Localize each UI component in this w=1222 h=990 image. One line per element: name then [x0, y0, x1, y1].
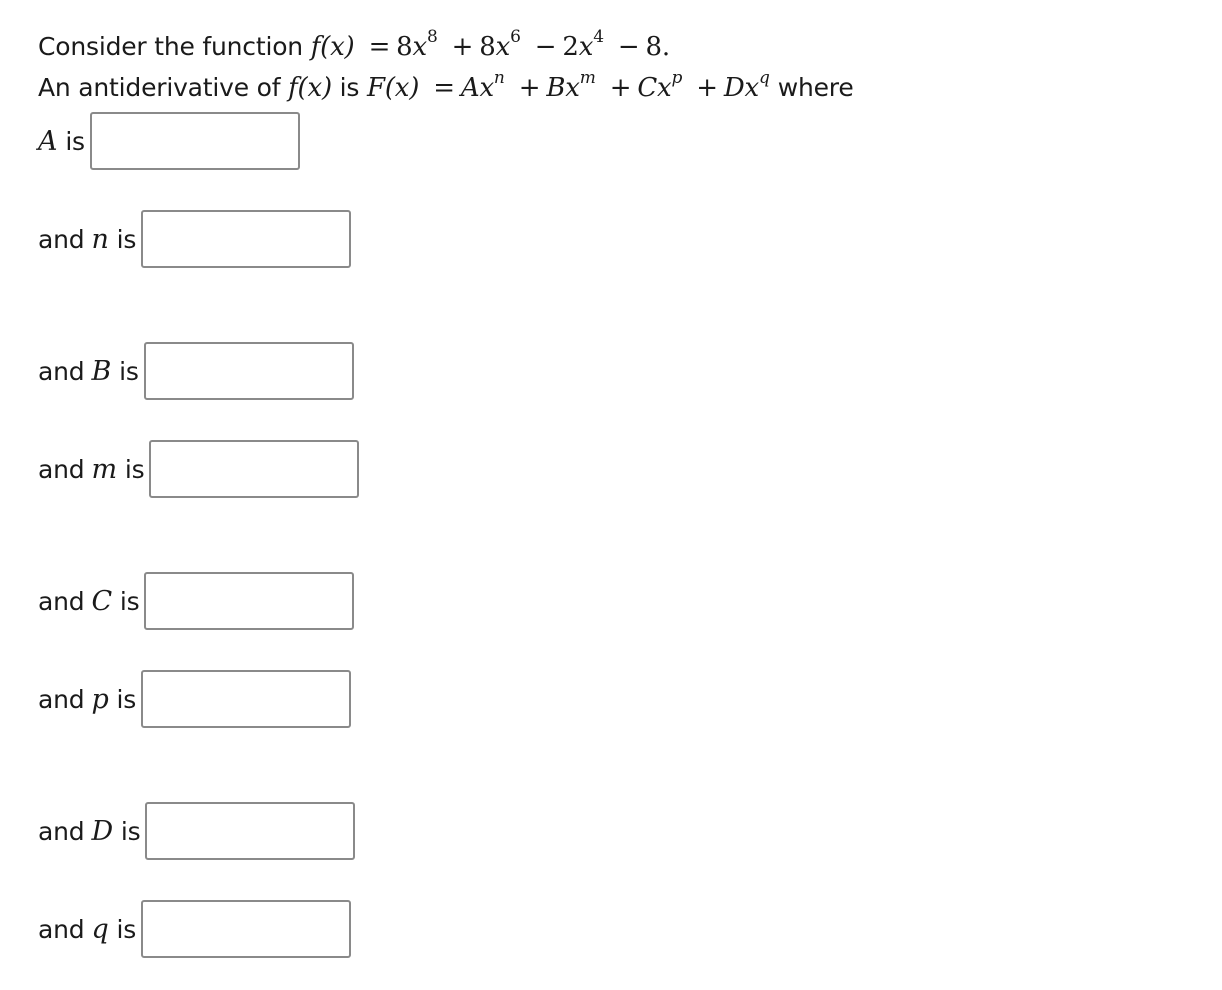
answer-input-C[interactable] — [144, 572, 354, 630]
F-label: F(x) — [366, 73, 420, 103]
term-op: + — [609, 73, 632, 103]
and-label: and — [38, 454, 85, 484]
term-var: x — [578, 32, 594, 62]
term-exp: 6 — [510, 27, 521, 47]
and-label: and — [38, 684, 85, 714]
variable-label: p — [91, 683, 109, 715]
term-op: + — [518, 73, 541, 103]
term-op: − — [617, 32, 640, 62]
term-var: x — [565, 73, 580, 103]
answer-input-q[interactable] — [141, 900, 351, 958]
term-var: x — [657, 73, 672, 103]
and-label: and — [38, 356, 85, 386]
variable-label: C — [91, 585, 112, 617]
variable-label: q — [91, 913, 109, 945]
answer-row-D — [38, 802, 355, 860]
term-coef: B — [546, 73, 566, 103]
question-prefix: Consider the function — [38, 32, 303, 61]
question-line-2 — [38, 68, 854, 105]
where-word: where — [777, 73, 854, 102]
is-label: is — [124, 454, 145, 484]
term-coef: 2 — [562, 32, 579, 62]
answer-row-n — [38, 210, 351, 268]
term-var: x — [412, 32, 427, 62]
answer-row-q — [38, 900, 351, 958]
variable-label: m — [91, 453, 117, 485]
and-label: and — [38, 914, 85, 944]
term-exp: n — [493, 68, 505, 88]
term-var: x — [744, 73, 759, 103]
answer-input-D[interactable] — [145, 802, 355, 860]
variable-label: n — [91, 223, 109, 255]
antiderivative-prefix: An antiderivative of — [38, 73, 281, 102]
is-label: is — [65, 126, 85, 156]
term-coef: 8 — [479, 32, 496, 62]
term-op: + — [696, 73, 718, 103]
term-coef: 8 — [396, 32, 413, 62]
is-label: is — [119, 586, 140, 616]
term-exp: 8 — [426, 27, 438, 47]
is-word: is — [339, 73, 360, 102]
term-coef: A — [460, 73, 480, 103]
answer-input-B[interactable] — [144, 342, 354, 400]
answer-row-B — [38, 342, 354, 400]
term-var: x — [495, 32, 511, 62]
f-label-2: f(x) — [288, 73, 332, 103]
variable-label: D — [91, 815, 113, 847]
answer-row-p — [38, 670, 351, 728]
term-coef: D — [723, 73, 745, 103]
answer-input-n[interactable] — [141, 210, 351, 268]
term-op: − — [534, 32, 557, 62]
is-label: is — [116, 914, 137, 944]
is-label: is — [116, 224, 137, 254]
and-label: and — [38, 816, 85, 846]
question-line-1 — [38, 27, 670, 64]
is-label: is — [116, 684, 137, 714]
function-expression — [310, 27, 670, 62]
variable-label: A — [38, 125, 58, 157]
f-label: f(x) — [310, 32, 355, 62]
term-var: x — [479, 73, 494, 103]
term-exp: p — [671, 68, 683, 88]
term-coef: C — [637, 73, 658, 103]
is-label: is — [120, 816, 141, 846]
equals-sign: = — [433, 73, 455, 103]
term-exp: 4 — [593, 27, 604, 47]
term-exp: m — [579, 68, 596, 88]
answer-input-p[interactable] — [141, 670, 351, 728]
antiderivative-expression — [366, 68, 778, 103]
term-exp: q — [758, 68, 770, 88]
and-label: and — [38, 224, 85, 254]
and-label: and — [38, 586, 85, 616]
answer-row-C — [38, 572, 354, 630]
answer-row-m — [38, 440, 359, 498]
answer-input-m[interactable] — [149, 440, 359, 498]
term-op: + — [451, 32, 474, 62]
answer-input-A[interactable] — [90, 112, 300, 170]
is-label: is — [119, 356, 139, 386]
variable-label: B — [91, 355, 112, 387]
answer-row-A — [38, 112, 300, 170]
term-constant: 8. — [645, 32, 670, 62]
equals-sign: = — [368, 32, 391, 62]
